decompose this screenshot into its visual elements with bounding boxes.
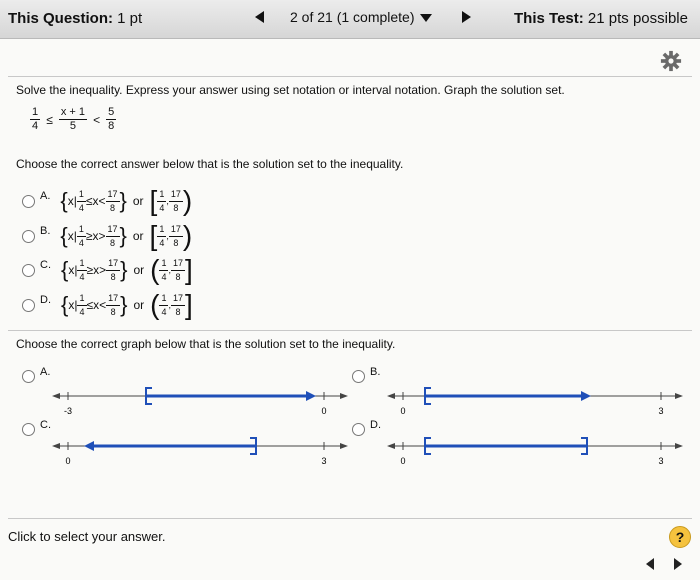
chevron-down-icon [420, 14, 432, 22]
or-text: or [132, 194, 144, 208]
or-text: or [132, 229, 144, 243]
set-notation: { x| $\frac{1}{4}$ ≥x> $\frac{17}{8}$ } [60, 223, 127, 248]
fraction-middle: $\frac{x + 1}{5}$ [60, 106, 85, 132]
radio-button[interactable] [22, 264, 35, 277]
set-notation: { x| $\frac{1}{4}$ ≥x> $\frac{17}{8}$ } [61, 257, 128, 282]
set-option-a[interactable] [22, 185, 193, 216]
graph-d[interactable] [385, 436, 685, 472]
option-letter: C. [40, 259, 51, 271]
fraction-right: $\frac{5}{8}$ [108, 106, 115, 132]
back-arrow-icon[interactable] [646, 558, 654, 570]
question-prompt: Solve the inequality. Express your answer using set notation or interval notation. Graph the solution set. [16, 83, 565, 97]
fraction-left: $\frac{1}{4}$ [32, 106, 39, 132]
radio-button[interactable] [22, 423, 35, 436]
graph-instruction: Choose the correct graph below that is the solution set to the inequality. [16, 337, 396, 351]
tick-label: -3 [63, 406, 73, 416]
forward-arrow-icon[interactable] [674, 558, 682, 570]
set-option-b[interactable] [22, 220, 193, 251]
graph-c[interactable] [50, 436, 350, 472]
divider [8, 330, 692, 331]
radio-button[interactable] [352, 370, 365, 383]
tick-label: 0 [65, 456, 71, 466]
radio-button[interactable] [22, 230, 35, 243]
test-points-label: This Test: 21 pts possible [514, 10, 688, 27]
tick-label: 3 [658, 406, 664, 416]
set-option-d[interactable] [22, 289, 193, 320]
set-option-c[interactable] [22, 254, 193, 285]
graph-option-c[interactable]: C. [22, 423, 61, 436]
or-text: or [133, 263, 145, 277]
radio-button[interactable] [22, 195, 35, 208]
bottom-navigation [646, 558, 682, 570]
question-progress-dropdown[interactable]: 2 of 21 (1 complete) [290, 9, 432, 25]
status-text: Click to select your answer. [8, 529, 166, 544]
divider [8, 76, 692, 77]
option-letter: A. [40, 190, 51, 202]
interval-notation: ( $\frac{1}{4}$ , $\frac{17}{8}$ ] [150, 289, 193, 320]
graph-option-a[interactable]: A. [22, 370, 60, 383]
graph-option-b[interactable]: B. [352, 370, 390, 383]
interval-notation: ( $\frac{1}{4}$ , $\frac{17}{8}$ ] [150, 254, 193, 285]
divider [8, 518, 692, 519]
tick-label: 3 [321, 456, 327, 466]
set-notation: { x| $\frac{1}{4}$ ≤x< $\frac{17}{8}$ } [60, 188, 127, 213]
tick-label: 3 [658, 456, 664, 466]
option-letter: B. [40, 225, 51, 237]
graph-a[interactable] [50, 384, 350, 420]
or-text: or [133, 298, 145, 312]
set-instruction: Choose the correct answer below that is the solution set to the inequality. [16, 157, 404, 171]
radio-button[interactable] [352, 423, 365, 436]
inequality-expression: $\frac{1}{4}$ ≤ $\frac{x + 1}{5}$ < $\frac{5}{8}$ [32, 106, 115, 132]
header-bar [0, 0, 700, 39]
radio-button[interactable] [22, 299, 35, 312]
interval-notation: [ $\frac{1}{4}$ , $\frac{17}{8}$ ) [149, 185, 193, 216]
prev-question-button[interactable] [255, 11, 264, 23]
interval-notation: [ $\frac{1}{4}$ , $\frac{17}{8}$ ) [149, 220, 193, 251]
question-navigator [255, 9, 471, 25]
option-letter: D. [40, 294, 51, 306]
graph-b[interactable] [385, 384, 685, 420]
tick-label: 0 [321, 406, 327, 416]
question-points-label: This Question: 1 pt [8, 10, 143, 27]
set-notation: { x| $\frac{1}{4}$ ≤x< $\frac{17}{8}$ } [61, 292, 128, 317]
help-icon[interactable]: ? [669, 526, 691, 548]
tick-label: 0 [400, 406, 406, 416]
next-question-button[interactable] [462, 11, 471, 23]
graph-option-d[interactable]: D. [352, 423, 391, 436]
radio-button[interactable] [22, 370, 35, 383]
tick-label: 0 [400, 456, 406, 466]
gear-icon[interactable] [660, 50, 682, 72]
